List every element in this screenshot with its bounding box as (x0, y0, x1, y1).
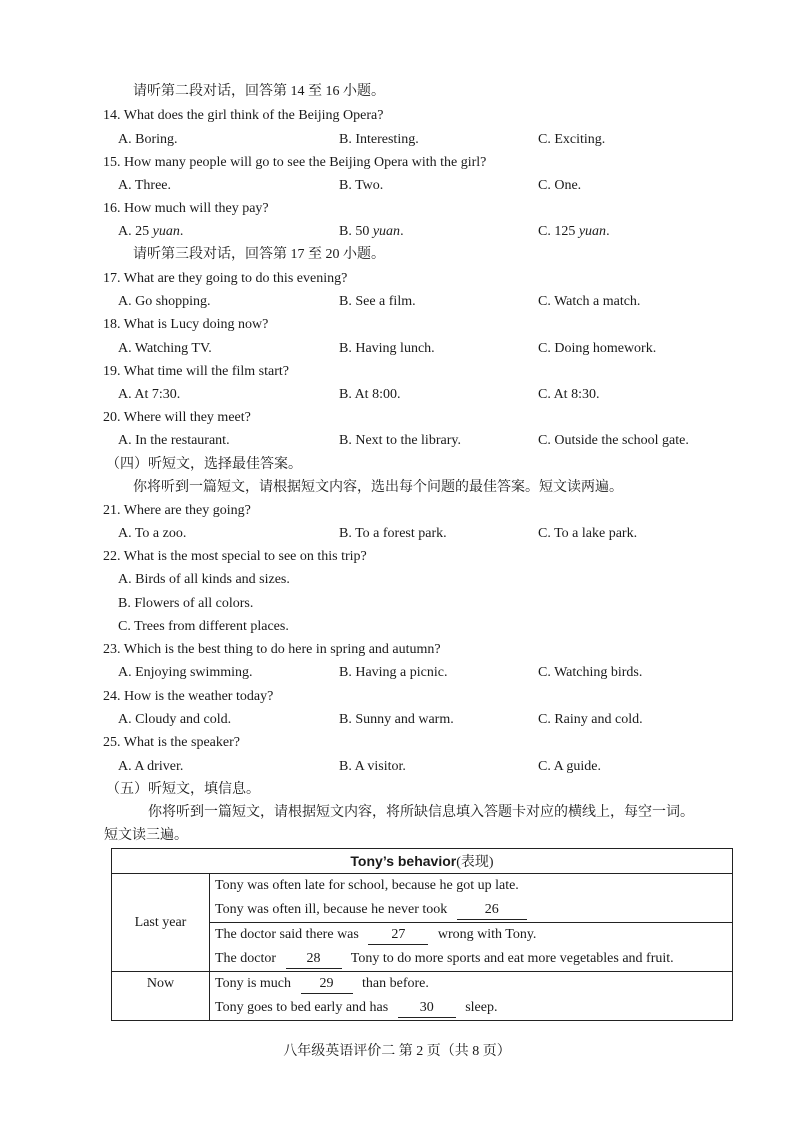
q25-option-c: C. A guide. (538, 759, 602, 774)
q19-option-a: A. At 7:30. (118, 387, 181, 402)
question-20 (0, 406, 794, 429)
q16-option-b-dot: . (400, 224, 404, 239)
question-15-text: 15. How many people will go to see the Beijing Opera with the girl? (103, 155, 487, 170)
q24-option-c: C. Rainy and cold. (538, 712, 643, 727)
q19-option-b: B. At 8:00. (339, 387, 401, 402)
dialog2-instruction-line (0, 80, 794, 103)
question-25-options (0, 755, 794, 778)
section5-instruction-part1: 你将听到一篇短文，请根据短文内容，将所缺信息填入答题卡对应的横线上，每空一词。 (148, 805, 694, 820)
q21-option-c: C. To a lake park. (538, 526, 638, 541)
question-24-text: 24. How is the weather today? (103, 689, 274, 704)
q21-option-b: B. To a forest park. (339, 526, 447, 541)
table-line-2-text: Tony was often ill, because he never took (215, 902, 448, 917)
behavior-table-title (112, 849, 733, 874)
q16-option-c (538, 220, 610, 243)
question-17-options (0, 290, 794, 313)
blank-28[interactable]: 28 (286, 950, 342, 969)
table-line-6 (210, 996, 732, 1020)
q23-option-b: B. Having a picnic. (339, 665, 448, 680)
question-20-options (0, 429, 794, 452)
question-24 (0, 685, 794, 708)
q19-option-c: C. At 8:30. (538, 387, 600, 402)
q24-option-b: B. Sunny and warm. (339, 712, 454, 727)
q16-option-c-dot: . (606, 224, 610, 239)
q20-option-b: B. Next to the library. (339, 433, 461, 448)
q14-option-c: C. Exciting. (538, 132, 606, 147)
table-line-1: Tony was often late for school, because he got up late. (215, 878, 519, 893)
section5-instruction-part2: 短文读三遍。 (104, 828, 188, 843)
table-line-3 (210, 922, 732, 947)
section4-instruction-line (0, 476, 794, 499)
q16-option-a (118, 220, 183, 243)
q18-option-b: B. Having lunch. (339, 341, 435, 356)
table-line-5-pre: Tony is much (215, 976, 292, 991)
table-line-3-post: wrong with Tony. (437, 927, 537, 942)
table-line-4-post: Tony to do more sports and eat more vegetables and fruit. (350, 951, 674, 966)
question-25-text: 25. What is the speaker? (103, 735, 240, 750)
q15-option-a: A. Three. (118, 178, 171, 193)
q20-option-c: C. Outside the school gate. (538, 433, 689, 448)
question-16-text: 16. How much will they pay? (103, 201, 269, 216)
q24-option-a: A. Cloudy and cold. (118, 712, 232, 727)
q22-option-a-line (0, 568, 794, 591)
page-footer: 八年级英语评价二 第 2 页（共 8 页） (283, 1044, 511, 1059)
question-22-text: 22. What is the most special to see on this trip? (103, 549, 367, 564)
q22-option-b: B. Flowers of all colors. (118, 596, 254, 611)
dialog2-instruction: 请听第二段对话，回答第 14 至 16 小题。 (133, 84, 385, 99)
q16-option-c-unit: yuan (578, 224, 607, 239)
question-17 (0, 267, 794, 290)
q23-option-a: A. Enjoying swimming. (118, 665, 253, 680)
question-19-text: 19. What time will the film start? (103, 364, 289, 379)
dialog3-instruction-line (0, 243, 794, 266)
table-line-5 (210, 972, 732, 996)
question-21 (0, 499, 794, 522)
question-24-options (0, 708, 794, 731)
q16-option-c-num: C. 125 (538, 224, 576, 239)
table-line-6-pre: Tony goes to bed early and has (215, 1000, 389, 1015)
question-23 (0, 638, 794, 661)
section5-instruction-line1 (0, 801, 794, 824)
question-18-options (0, 337, 794, 360)
question-18 (0, 313, 794, 336)
question-19-options (0, 383, 794, 406)
behavior-table-title-cn: (表现) (456, 855, 494, 870)
q17-option-c: C. Watch a match. (538, 294, 641, 309)
question-21-options (0, 522, 794, 545)
table-line-5-post: than before. (362, 976, 429, 991)
table-line-4 (210, 947, 732, 971)
q22-option-c-line (0, 615, 794, 638)
table-line-2 (210, 898, 732, 922)
question-21-text: 21. Where are they going? (103, 503, 251, 518)
q22-option-a: A. Birds of all kinds and sizes. (118, 572, 290, 587)
blank-29[interactable]: 29 (301, 975, 353, 994)
q20-option-a: A. In the restaurant. (118, 433, 230, 448)
now-label: Now (112, 972, 210, 1021)
behavior-table (111, 848, 733, 1021)
section4-title: （四）听短文，选择最佳答案。 (106, 457, 302, 472)
q16-option-a-num: A. 25 (118, 224, 150, 239)
question-25 (0, 731, 794, 754)
question-15 (0, 151, 794, 174)
now-content (210, 972, 733, 1021)
section4-title-line (0, 453, 794, 476)
q14-option-a: A. Boring. (118, 132, 178, 147)
q18-option-a: A. Watching TV. (118, 341, 212, 356)
question-23-text: 23. Which is the best thing to do here in spring and autumn? (103, 642, 441, 657)
behavior-table-header-row (112, 849, 733, 874)
question-14 (0, 104, 794, 127)
q15-option-b: B. Two. (339, 178, 384, 193)
dialog3-instruction: 请听第三段对话，回答第 17 至 20 小题。 (133, 247, 385, 262)
q22-option-c: C. Trees from different places. (118, 619, 289, 634)
q25-option-b: B. A visitor. (339, 759, 406, 774)
now-row (112, 972, 733, 1021)
table-line-3-pre: The doctor said there was (215, 927, 359, 942)
question-15-options (0, 174, 794, 197)
table-line-6-post: sleep. (465, 1000, 498, 1015)
blank-30[interactable]: 30 (398, 999, 456, 1018)
q15-option-c: C. One. (538, 178, 582, 193)
q22-option-b-line (0, 592, 794, 615)
section5-title: （五）听短文，填信息。 (106, 782, 260, 797)
q16-option-b-unit: yuan (372, 224, 401, 239)
last-year-row (112, 874, 733, 972)
question-22 (0, 545, 794, 568)
q16-option-a-unit: yuan (152, 224, 180, 239)
q14-option-b: B. Interesting. (339, 132, 419, 147)
q16-option-a-dot: . (179, 224, 184, 239)
blank-27[interactable]: 27 (368, 926, 428, 945)
q16-option-b (339, 220, 404, 243)
q21-option-a: A. To a zoo. (118, 526, 187, 541)
q17-option-b: B. See a film. (339, 294, 416, 309)
blank-26[interactable]: 26 (457, 901, 527, 920)
q25-option-a: A. A driver. (118, 759, 184, 774)
question-17-text: 17. What are they going to do this evening? (103, 271, 348, 286)
q23-option-c: C. Watching birds. (538, 665, 643, 680)
question-16-options (0, 220, 794, 243)
question-14-options (0, 128, 794, 151)
question-19 (0, 360, 794, 383)
q16-option-b-num: B. 50 (339, 224, 370, 239)
section4-instruction: 你将听到一篇短文，请根据短文内容，选出每个问题的最佳答案。短文读两遍。 (133, 480, 623, 495)
question-23-options (0, 661, 794, 684)
table-line-4-pre: The doctor (215, 951, 277, 966)
q17-option-a: A. Go shopping. (118, 294, 211, 309)
section5-instruction-line2 (0, 824, 794, 847)
last-year-content (210, 874, 733, 972)
question-14-text: 14. What does the girl think of the Beijing Opera? (103, 108, 384, 123)
section5-title-line (0, 778, 794, 801)
question-20-text: 20. Where will they meet? (103, 410, 251, 425)
question-18-text: 18. What is Lucy doing now? (103, 317, 269, 332)
q18-option-c: C. Doing homework. (538, 341, 657, 356)
last-year-label: Last year (112, 874, 210, 972)
behavior-table-title-en: Tony’s behavior (350, 853, 457, 869)
question-16 (0, 197, 794, 220)
